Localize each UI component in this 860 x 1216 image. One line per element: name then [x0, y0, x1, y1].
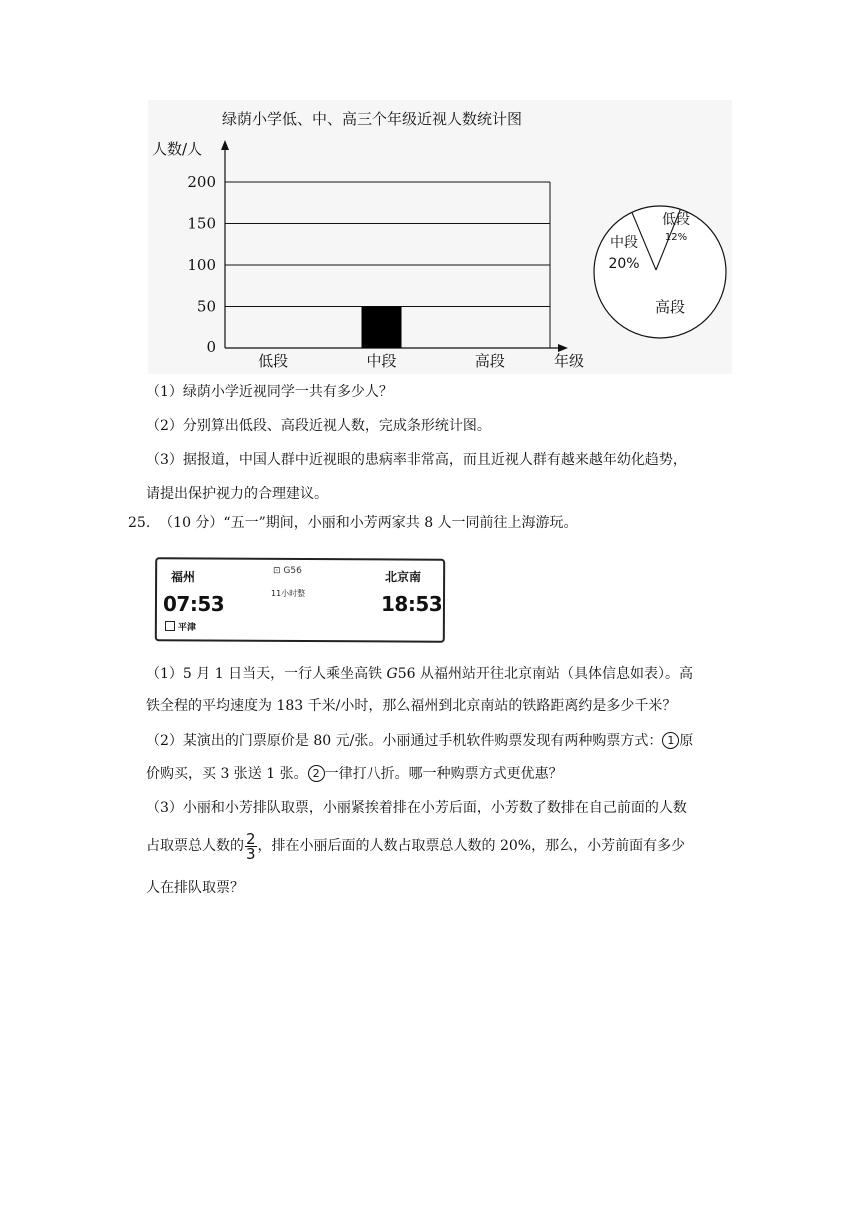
- ticket-tag: [165, 620, 196, 633]
- q25-sub1-a: （1）5 月 1 日当天，一行人乘坐高铁: [146, 666, 387, 682]
- train-icon: ⊡: [273, 566, 281, 576]
- bar-chart: [148, 100, 732, 374]
- ticket-train-number: G56: [283, 566, 302, 576]
- fraction-two-thirds: [245, 829, 257, 863]
- pie-label-中段: 中段: [610, 235, 638, 251]
- q25-sub3-a: 占取票总人数的: [146, 838, 244, 854]
- q25-sub3-line3: 人在排队取票？: [146, 880, 244, 896]
- x-tick-2: 高段: [474, 352, 505, 370]
- ticket-tag-label: 平津: [178, 623, 197, 633]
- y-tick-0: 0: [206, 338, 216, 356]
- q25-sub2-line1: [146, 731, 693, 751]
- checkbox-icon: [165, 621, 175, 631]
- pie-percent-中段: 20%: [608, 256, 640, 272]
- x-axis-arrow-icon: [558, 344, 568, 352]
- fraction-denominator: 3: [246, 844, 256, 863]
- q25-sub3-b: ，排在小丽后面的人数占取票总人数的 20%，那么，小芳前面有多少: [257, 838, 686, 854]
- pie-outline: [594, 206, 726, 338]
- q25-sub1-line1: [146, 664, 693, 684]
- q25-sub1-g: G: [386, 666, 398, 682]
- x-axis-label: 年级: [554, 352, 585, 370]
- bars: [362, 307, 402, 349]
- y-axis-label: 人数/人: [152, 140, 203, 158]
- chart-title: 绿荫小学低、中、高三个年级近视人数统计图: [222, 110, 523, 128]
- y-tick-150: 150: [187, 214, 216, 233]
- q25-sub3-line2: [146, 829, 685, 863]
- q24-sub3-line1: （3）据报道，中国人群中近视眼的患病率非常高，而且近视人群有越来越年幼化趋势，: [146, 452, 687, 468]
- y-tick-100: 100: [187, 256, 216, 274]
- train-ticket: [153, 556, 445, 642]
- pie-label-高段: 高段: [654, 298, 686, 316]
- q25-sub2-a: （2）某演出的门票原价是 80 元/张。小丽通过手机软件购票发现有两种购票方式：: [146, 733, 663, 749]
- x-tick-labels: [258, 352, 505, 370]
- bar-中段: [362, 307, 402, 349]
- q25-heading: [128, 513, 578, 533]
- y-tick-labels: [187, 173, 216, 356]
- q25-sub2-line2: [146, 764, 563, 784]
- q25-sub1-b: 56 从福州站开往北京南站（具体信息如表）。高: [397, 666, 693, 682]
- y-axis-arrow-icon: [221, 140, 229, 150]
- q24-sub1: （1）绿荫小学近视同学一共有多少人？: [146, 384, 393, 400]
- ticket-to: 北京南: [385, 570, 422, 584]
- x-tick-1: 中段: [366, 352, 397, 370]
- fraction-numerator: 2: [246, 829, 256, 848]
- x-tick-0: 低段: [258, 352, 289, 370]
- pie-label-低段: 低段: [662, 212, 690, 228]
- pie-chart: [594, 206, 726, 338]
- circled-two: 2: [308, 765, 325, 782]
- q25-intro: （10 分）“五一”期间，小丽和小芳两家共 8 人一同前往上海游玩。: [159, 515, 578, 531]
- q25-sub3-line1: （3）小丽和小芳排队取票，小丽紧挨着排在小芳后面，小芳数了数排在自己前面的人数: [146, 800, 687, 816]
- y-tick-200: 200: [187, 173, 216, 191]
- q24-sub2: （2）分别算出低段、高段近视人数，完成条形统计图。: [146, 418, 491, 434]
- ticket-depart-time: 07:53: [163, 592, 225, 616]
- y-tick-50: 50: [196, 297, 216, 316]
- q25-sub2-c: 价购买，买 3 张送 1 张。: [146, 766, 308, 782]
- q25-sub2-d: 一律打八折。哪一种购票方式更优惠？: [324, 766, 563, 782]
- ticket-arrive-time: 18:53: [381, 592, 443, 616]
- q24-sub3-line2: 请提出保护视力的合理建议。: [146, 486, 328, 502]
- ticket-train: [273, 566, 302, 576]
- q25-sub2-b: 原: [679, 733, 694, 749]
- q25-number: 25.: [128, 515, 151, 531]
- ticket-duration: 11小时整: [271, 589, 306, 598]
- circled-one: 1: [662, 732, 679, 749]
- ticket-from: 福州: [171, 570, 196, 584]
- statistics-figure: [148, 100, 732, 374]
- q25-sub1-line2: 铁全程的平均速度为 183 千米/小时，那么福州到北京南站的铁路距离约是多少千米？: [146, 698, 677, 714]
- pie-percent-低段: 12%: [664, 232, 688, 243]
